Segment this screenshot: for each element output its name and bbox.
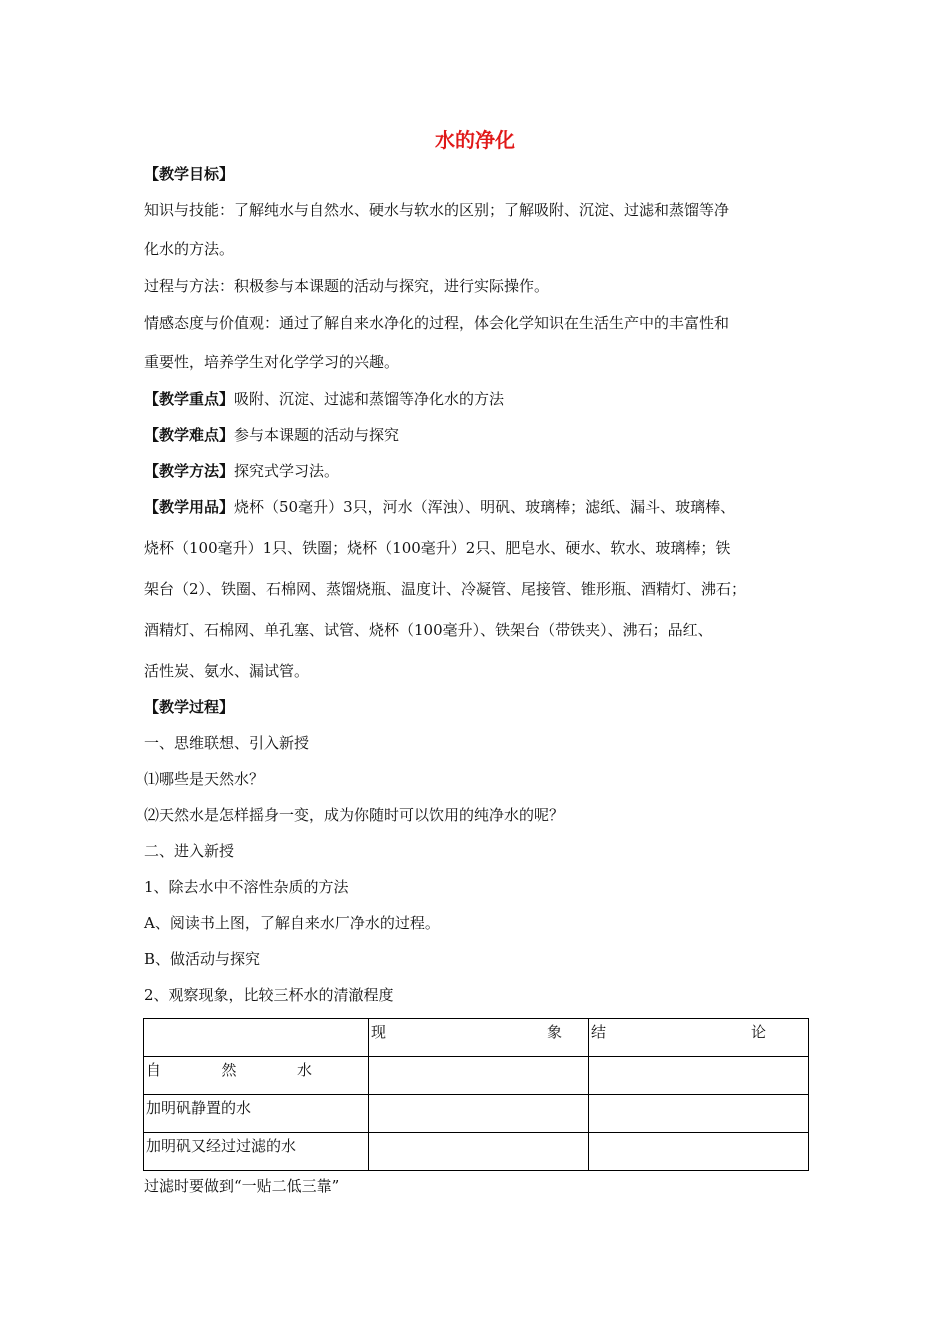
header-phenomenon	[369, 1019, 589, 1057]
materials-line2: 烧杯（100毫升）1只、铁圈；烧杯（100毫升）2只、肥皂水、硬水、软水、玻璃棒；铁	[144, 539, 731, 557]
table-cell	[369, 1095, 589, 1133]
teaching-method-text: 探究式学习法。	[234, 462, 340, 480]
step-b: B、做活动与探究	[144, 950, 261, 968]
filtering-note: 过滤时要做到“一贴二低三靠”	[144, 1177, 340, 1195]
difficulty-label: 【教学难点】	[144, 426, 235, 444]
teaching-method-label: 【教学方法】	[144, 462, 235, 480]
table-cell	[589, 1095, 809, 1133]
row1-char1: 自	[146, 1061, 162, 1079]
header-phenomenon-char2: 象	[546, 1023, 562, 1041]
table-cell	[589, 1133, 809, 1171]
header-conclusion-char1: 结	[591, 1023, 607, 1041]
header-conclusion	[589, 1019, 809, 1057]
question-2: ⑵天然水是怎样摇身一变，成为你随时可以饮用的纯净水的呢？	[144, 806, 565, 824]
question-1: ⑴哪些是天然水？	[144, 770, 265, 788]
process-methods: 过程与方法：积极参与本课题的活动与探究，进行实际操作。	[144, 277, 550, 295]
knowledge-skills-line1: 知识与技能：了解纯水与自然水、硬水与软水的区别；了解吸附、沉淀、过滤和蒸馏等净	[144, 201, 730, 219]
materials-line5: 活性炭、氨水、漏试管。	[144, 662, 310, 680]
table-cell	[589, 1057, 809, 1095]
key-point	[144, 389, 504, 409]
row-alum-settled-water: 加明矾静置的水	[144, 1095, 369, 1133]
table-row	[144, 1095, 809, 1133]
row1-char3: 水	[296, 1061, 312, 1079]
part-one: 一、思维联想、引入新授	[144, 734, 310, 752]
step-a: A、阅读书上图，了解自来水厂净水的过程。	[144, 914, 440, 932]
key-point-label: 【教学重点】	[144, 390, 235, 408]
header-empty-cell	[144, 1019, 369, 1057]
document-title: 水的净化	[435, 128, 515, 152]
knowledge-skills-line2: 化水的方法。	[144, 240, 235, 258]
row1-char2: 然	[221, 1061, 237, 1079]
materials-text1: 烧杯（50毫升）3只，河水（浑浊）、明矾、玻璃棒；滤纸、漏斗、玻璃棒、	[234, 498, 736, 516]
difficulty	[144, 425, 399, 445]
key-point-text: 吸附、沉淀、过滤和蒸馏等净化水的方法	[234, 390, 505, 408]
teaching-method	[144, 461, 339, 481]
materials-label: 【教学用品】	[144, 498, 235, 516]
header-phenomenon-char1: 现	[371, 1023, 387, 1041]
header-conclusion-char2: 论	[750, 1023, 766, 1041]
difficulty-text: 参与本课题的活动与探究	[234, 426, 400, 444]
table-cell	[369, 1057, 589, 1095]
process-heading: 【教学过程】	[144, 698, 235, 716]
emotion-values-line1: 情感态度与价值观：通过了解自来水净化的过程，体会化学知识在生活生产中的丰富性和	[144, 314, 730, 332]
step-2: 2、观察现象，比较三杯水的清澈程度	[144, 986, 394, 1004]
step-1: 1、除去水中不溶性杂质的方法	[144, 878, 349, 896]
materials-line1	[144, 497, 735, 517]
objectives-heading: 【教学目标】	[144, 165, 235, 183]
table-row	[144, 1057, 809, 1095]
part-two: 二、进入新授	[144, 842, 235, 860]
row-alum-filtered-water: 加明矾又经过过滤的水	[144, 1133, 369, 1171]
table-cell	[369, 1133, 589, 1171]
row-natural-water	[144, 1057, 369, 1095]
table-header-row	[144, 1019, 809, 1057]
materials-line3: 架台（2）、铁圈、石棉网、蒸馏烧瓶、温度计、冷凝管、尾接管、锥形瓶、酒精灯、沸石；	[144, 580, 747, 598]
emotion-values-line2: 重要性，培养学生对化学学习的兴趣。	[144, 353, 400, 371]
table-row	[144, 1133, 809, 1171]
materials-line4: 酒精灯、石棉网、单孔塞、试管、烧杯（100毫升）、铁架台（带铁夹）、沸石；品红、	[144, 621, 713, 639]
observation-table	[143, 1018, 809, 1171]
